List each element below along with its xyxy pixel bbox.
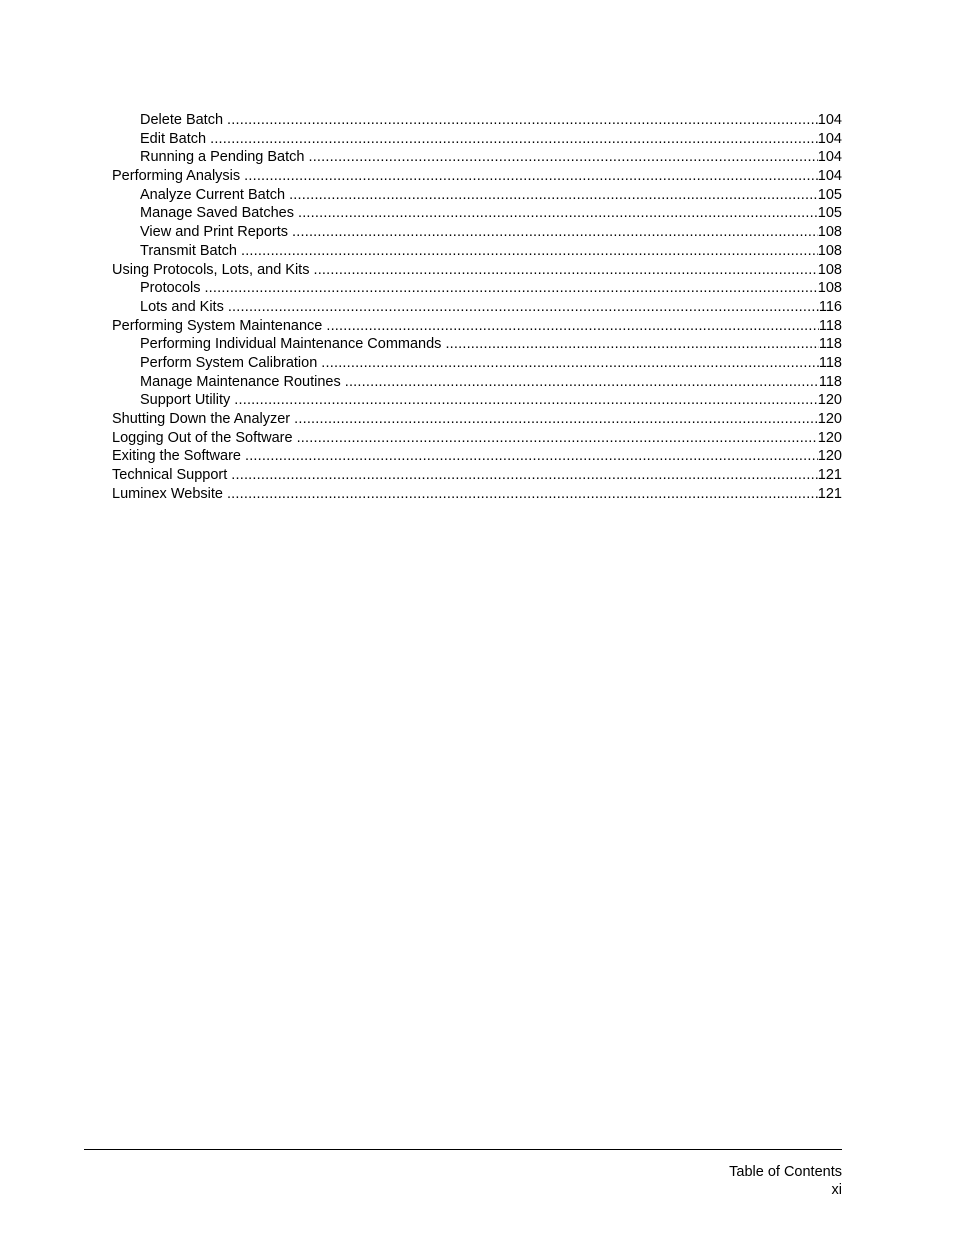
toc-entry-page: 120	[817, 392, 842, 409]
toc-entry-title: Performing Individual Maintenance Commands	[140, 336, 442, 353]
toc-entry[interactable]	[112, 167, 842, 186]
toc-entry-title: Support Utility	[140, 392, 231, 409]
page-footer	[729, 1163, 842, 1199]
toc-entry-title: Lots and Kits	[140, 298, 224, 315]
toc-entry-title: Performing Analysis	[112, 168, 241, 185]
toc-entry[interactable]	[112, 391, 842, 410]
toc-entry-title: Technical Support	[112, 467, 228, 484]
toc-dot-leader	[294, 410, 818, 429]
toc-entry-title: Logging Out of the Software	[112, 429, 293, 446]
toc-dot-leader	[326, 317, 819, 336]
toc-entry-title: Delete Batch	[140, 112, 224, 128]
toc-entry-title: Exiting the Software	[112, 448, 241, 465]
toc-entry-title: Running a Pending Batch	[140, 149, 305, 166]
toc-entry[interactable]	[112, 466, 842, 485]
toc-entry-page: 104	[817, 168, 842, 185]
table-of-contents	[112, 111, 842, 503]
toc-entry-title: Perform System Calibration	[140, 354, 318, 371]
toc-entry[interactable]	[112, 261, 842, 280]
toc-entry-page: 104	[817, 130, 842, 147]
toc-entry[interactable]	[112, 242, 842, 261]
footer-section-title: Table of Contents	[729, 1164, 842, 1180]
toc-entry[interactable]	[112, 317, 842, 336]
toc-entry-title: View and Print Reports	[140, 224, 289, 241]
toc-entry[interactable]	[112, 223, 842, 242]
toc-entry-page: 104	[817, 149, 842, 166]
toc-dot-leader	[292, 223, 818, 242]
toc-entry-title: Shutting Down the Analyzer	[112, 411, 291, 427]
toc-dot-leader	[227, 111, 818, 130]
toc-dot-leader	[313, 261, 817, 280]
toc-entry-title: Protocols	[140, 280, 201, 297]
toc-entry[interactable]	[112, 335, 842, 354]
footer-page-number: xi	[831, 1182, 842, 1198]
toc-dot-leader	[231, 466, 818, 485]
toc-entry-page: 108	[817, 224, 842, 241]
toc-dot-leader	[228, 298, 819, 317]
toc-dot-leader	[321, 354, 819, 373]
toc-entry-page: 120	[817, 411, 842, 427]
toc-entry-page: 118	[818, 336, 842, 353]
toc-entry-page: 108	[817, 261, 842, 278]
toc-entry-page: 118	[818, 317, 842, 334]
toc-entry-page: 108	[817, 242, 842, 259]
toc-dot-leader	[297, 429, 818, 448]
toc-entry-page: 120	[817, 429, 842, 446]
toc-entry[interactable]	[112, 373, 842, 392]
toc-dot-leader	[227, 485, 818, 504]
toc-dot-leader	[445, 335, 818, 354]
toc-entry[interactable]	[112, 354, 842, 373]
footer-divider	[84, 1149, 842, 1150]
toc-dot-leader	[234, 391, 818, 410]
toc-dot-leader	[204, 279, 817, 298]
toc-entry-title: Performing System Maintenance	[112, 317, 323, 334]
toc-entry[interactable]	[112, 204, 842, 223]
toc-entry[interactable]	[112, 298, 842, 317]
toc-entry-title: Analyze Current Batch	[140, 186, 286, 203]
toc-entry-title: Edit Batch	[140, 130, 207, 147]
toc-entry-page: 120	[817, 448, 842, 465]
toc-entry[interactable]	[112, 130, 842, 149]
toc-entry-page: 104	[817, 112, 842, 128]
toc-entry[interactable]	[112, 111, 842, 130]
toc-entry-page: 118	[818, 373, 842, 390]
toc-entry-title: Using Protocols, Lots, and Kits	[112, 261, 310, 278]
toc-entry-page: 121	[817, 467, 842, 484]
toc-entry[interactable]	[112, 429, 842, 448]
toc-entry-page: 118	[818, 354, 842, 371]
toc-entry[interactable]	[112, 410, 842, 429]
toc-entry[interactable]	[112, 447, 842, 466]
toc-entry-title: Manage Saved Batches	[140, 205, 294, 222]
toc-dot-leader	[241, 242, 818, 261]
toc-entry-title: Manage Maintenance Routines	[140, 373, 341, 390]
toc-entry[interactable]	[112, 148, 842, 167]
toc-entry-page: 108	[817, 280, 842, 297]
toc-entry[interactable]	[112, 279, 842, 298]
toc-dot-leader	[289, 186, 818, 205]
toc-dot-leader	[210, 130, 818, 149]
toc-dot-leader	[244, 167, 818, 186]
toc-entry-page: 105	[817, 205, 842, 222]
toc-entry-title: Luminex Website	[112, 485, 223, 502]
toc-entry-page: 105	[817, 186, 842, 203]
toc-entry-page: 116	[818, 298, 842, 315]
toc-dot-leader	[345, 373, 819, 392]
toc-dot-leader	[298, 204, 818, 223]
toc-dot-leader	[308, 148, 817, 167]
toc-entry-title: Transmit Batch	[140, 242, 237, 259]
toc-entry[interactable]	[112, 485, 842, 504]
toc-entry-page: 121	[817, 485, 842, 502]
toc-dot-leader	[245, 447, 818, 466]
toc-entry[interactable]	[112, 186, 842, 205]
